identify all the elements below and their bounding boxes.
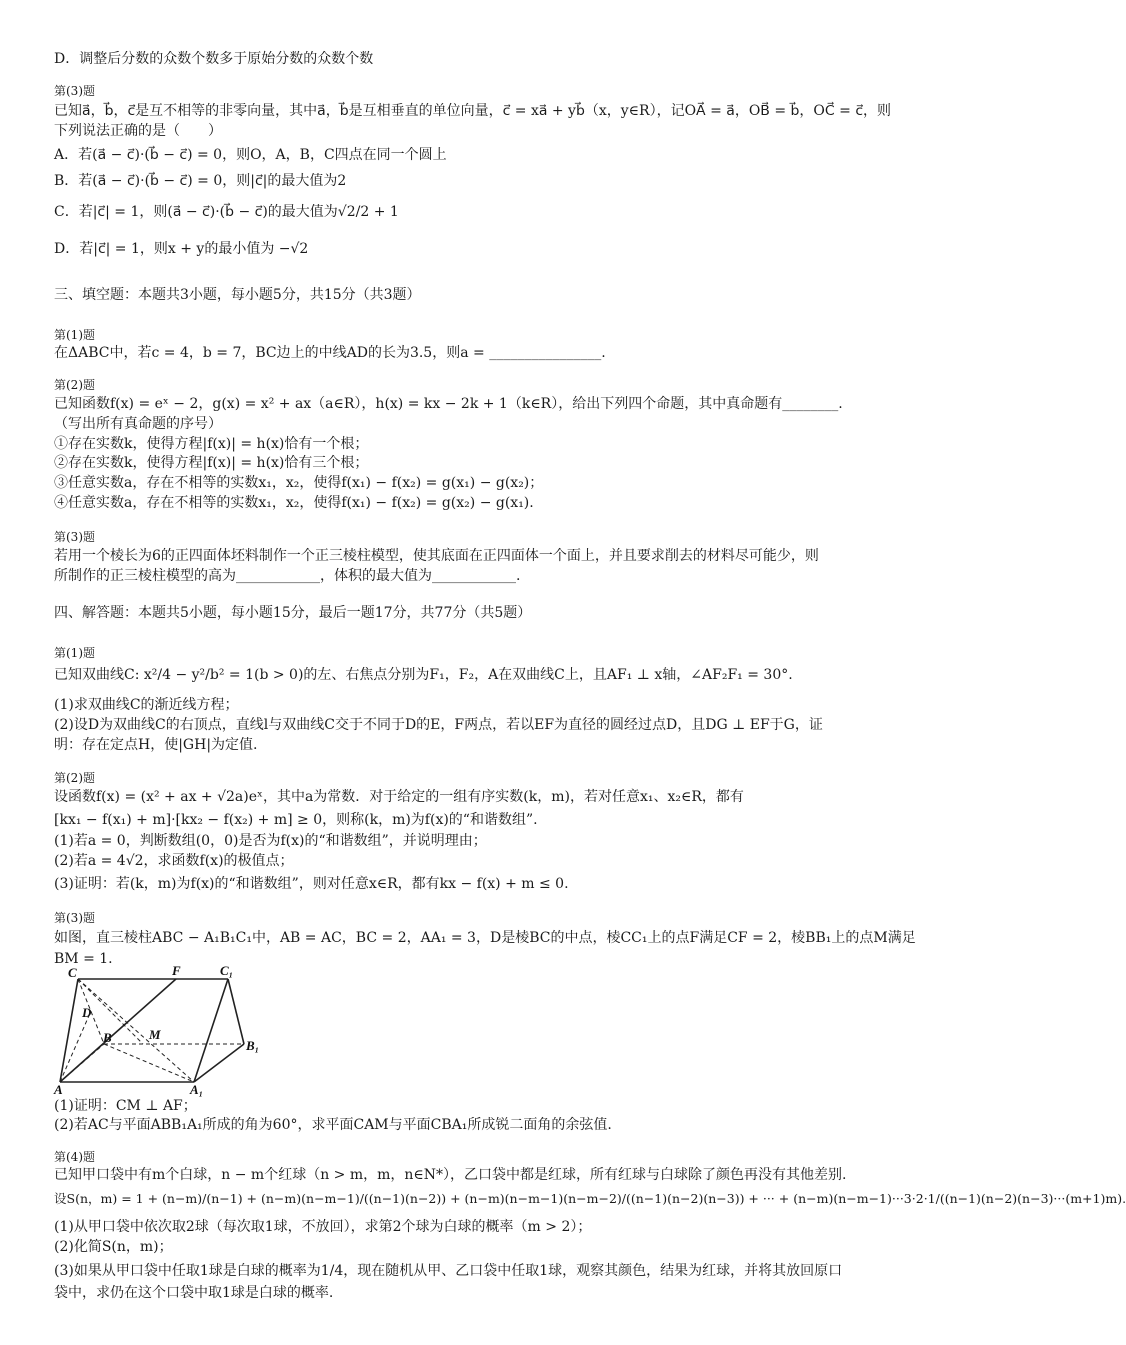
s4-q3-part2: (2)若AC与平面ABB₁A₁所成的角为60°，求平面CAM与平面CBA₁所成锐二面角的余弦值. (54, 1117, 612, 1133)
s3-q2-item1: ①存在实数k，使得方程|f(x)| = h(x)恰有一个根； (54, 436, 369, 452)
segment-ad (60, 1011, 91, 1082)
mc-q3-line1: 已知a⃗，b⃗，c⃗是互不相等的非零向量，其中a⃗，b⃗是互相垂直的单位向量，c⃗ = xa⃗ + yb⃗（x，y∈R），记OA⃗ = a⃗，OB⃗ = b⃗，OC⃗ = c⃗，则 (54, 103, 892, 119)
s3-q2-header: 第(2)题 (54, 378, 95, 392)
segment-ba1 (104, 1044, 194, 1082)
label-a: A (54, 1082, 63, 1097)
label-m: M (149, 1027, 161, 1042)
label-c1: C₁ (220, 963, 234, 978)
s3-q3-line1: 若用一个棱长为6的正四面体坯料制作一个正三棱柱模型，使其底面在正四面体一个面上，并且要求削去的材料尽可能少，则 (54, 548, 819, 564)
prev-option-d: D．调整后分数的众数个数多于原始分数的众数个数 (54, 51, 374, 67)
s4-q4-header: 第(4)题 (54, 1150, 95, 1164)
s3-q1-header: 第(1)题 (54, 328, 95, 342)
edge-ab (60, 1044, 104, 1082)
edge-a1b1 (194, 1044, 244, 1082)
s4-q2-part2: (2)若a = 4√2，求函数f(x)的极值点； (54, 853, 294, 869)
section4-title: 四、解答题：本题共5小题，每小题15分，最后一题17分，共77分（共5题） (54, 605, 532, 621)
label-f: F (172, 963, 181, 978)
label-a1: A₁ (190, 1082, 204, 1097)
mc-q3-option-b: B．若(a⃗ − c⃗)·(b⃗ − c⃗) = 0，则|c⃗|的最大值为2 (54, 173, 347, 189)
label-c: C (68, 965, 77, 980)
s3-q2-line1: 已知函数f(x) = eˣ − 2，g(x) = x² + ax（a∈R），h(x) = kx − 2k + 1（k∈R），给出下列四个命题，其中真命题有________. (54, 396, 843, 412)
label-d: D (82, 1005, 92, 1020)
s4-q4-line1: 已知甲口袋中有m个白球，n − m个红球（n > m，m，n∈N*），乙口袋中都是红球，所有红球与白球除了颜色再没有其他差别. (54, 1167, 847, 1183)
mc-q3-header: 第(3)题 (54, 84, 95, 98)
s4-q2-part3: (3)证明：若(k，m)为f(x)的“和谐数组”，则对任意x∈R，都有kx − f(x) + m ≤ 0. (54, 876, 569, 892)
s4-q2-header: 第(2)题 (54, 771, 95, 785)
edge-c1a1 (194, 979, 228, 1082)
s4-q2-part1: (1)若a = 0，判断数组(0，0)是否为f(x)的“和谐数组”，并说明理由； (54, 833, 487, 849)
s4-q4-part1: (1)从甲口袋中依次取2球（每次取1球，不放回），求第2个球为白球的概率（m > 2）； (54, 1219, 592, 1235)
s3-q1-text: 在ΔABC中，若c = 4，b = 7，BC边上的中线AD的长为3.5，则a = ________________. (54, 345, 606, 361)
mc-q3-option-d: D．若|c⃗| = 1，则x + y的最小值为 −√2 (54, 241, 309, 257)
mc-q3-option-c: C．若|c⃗| = 1，则(a⃗ − c⃗)·(b⃗ − c⃗)的最大值为√2/2 + 1 (54, 204, 399, 220)
label-b: B (103, 1030, 112, 1045)
prism-figure (48, 962, 268, 1097)
s4-q3-header: 第(3)题 (54, 911, 95, 925)
s3-q2-item3: ③任意实数a，存在不相等的实数x₁，x₂，使得f(x₁) − f(x₂) = g(x₁) − g(x₂)； (54, 475, 544, 491)
s4-q1-header: 第(1)题 (54, 646, 95, 660)
s4-q1-part1: (1)求双曲线C的渐近线方程； (54, 697, 239, 713)
segment-ca1 (78, 979, 194, 1082)
s4-q1-part2b: 明：存在定点H，使|GH|为定值. (54, 737, 258, 753)
s3-q2-line2: （写出所有真命题的序号） (54, 416, 222, 432)
s3-q3-header: 第(3)题 (54, 530, 95, 544)
s4-q3-part1: (1)证明：CM ⊥ AF； (54, 1098, 197, 1114)
s4-q2-line1: 设函数f(x) = (x² + ax + √2a)eˣ，其中a为常数．对于给定的一组有序实数(k，m)，若对任意x₁、x₂∈R，都有 (54, 789, 744, 805)
s4-q3-line1: 如图，直三棱柱ABC − A₁B₁C₁中，AB = AC，BC = 2，AA₁ = 3，D是棱BC的中点，棱CC₁上的点F满足CF = 2，棱BB₁上的点M满足 (54, 930, 916, 946)
s4-q4-part3: (3)如果从甲口袋中任取1球是白球的概率为1/4，现在随机从甲、乙口袋中任取1球，观察其颜色，结果为红球，并将其放回原口 (54, 1263, 843, 1279)
s4-q4-part3b: 袋中，求仍在这个口袋中取1球是白球的概率. (54, 1285, 334, 1301)
s4-q2-line2: [kx₁ − f(x₁) + m]·[kx₂ − f(x₂) + m] ≥ 0，则称(k，m)为f(x)的“和谐数组”. (54, 812, 538, 828)
s4-q4-part2: (2)化简S(n，m)； (54, 1239, 173, 1255)
mc-q3-option-a: A．若(a⃗ − c⃗)·(b⃗ − c⃗) = 0，则O，A，B，C四点在同一个圆上 (54, 147, 447, 163)
s3-q2-item4: ④任意实数a，存在不相等的实数x₁，x₂，使得f(x₁) − f(x₂) = g(x₂) − g(x₁). (54, 495, 534, 511)
mc-q3-line2: 下列说法正确的是（ ） (54, 123, 222, 139)
s4-q3-line2: BM = 1. (54, 951, 113, 967)
s4-q1-line1: 已知双曲线C: x²/4 − y²/b² = 1(b > 0)的左、右焦点分别为F₁，F₂，A在双曲线C上，且AF₁ ⊥ x轴，∠AF₂F₁ = 30°. (54, 667, 793, 683)
s3-q2-item2: ②存在实数k，使得方程|f(x)| = h(x)恰有三个根； (54, 455, 369, 471)
label-b1: B₁ (246, 1038, 260, 1053)
edge-ca (60, 979, 78, 1082)
s4-q1-part2: (2)设D为双曲线C的右顶点，直线l与双曲线C交于不同于D的E，F两点，若以EF为直径的圆经过点D，且DG ⊥ EF于G，证 (54, 717, 823, 733)
section3-title: 三、填空题：本题共3小题，每小题5分，共15分（共3题） (54, 287, 421, 303)
s3-q3-line2: 所制作的正三棱柱模型的高为____________，体积的最大值为____________. (54, 568, 521, 584)
s4-q4-line2: 设S(n，m) = 1 + (n−m)/(n−1) + (n−m)(n−m−1)/((n−1)(n−2)) + (n−m)(n−m−1)(n−m−2)/((n−1)(n−2)(n−3)) + ··· + (n−m)(n−m−1)···3·2·1/((n−1)(n−2)(n−3)···(m+1)m). (54, 1191, 1126, 1206)
edge-c1b1 (228, 979, 244, 1044)
